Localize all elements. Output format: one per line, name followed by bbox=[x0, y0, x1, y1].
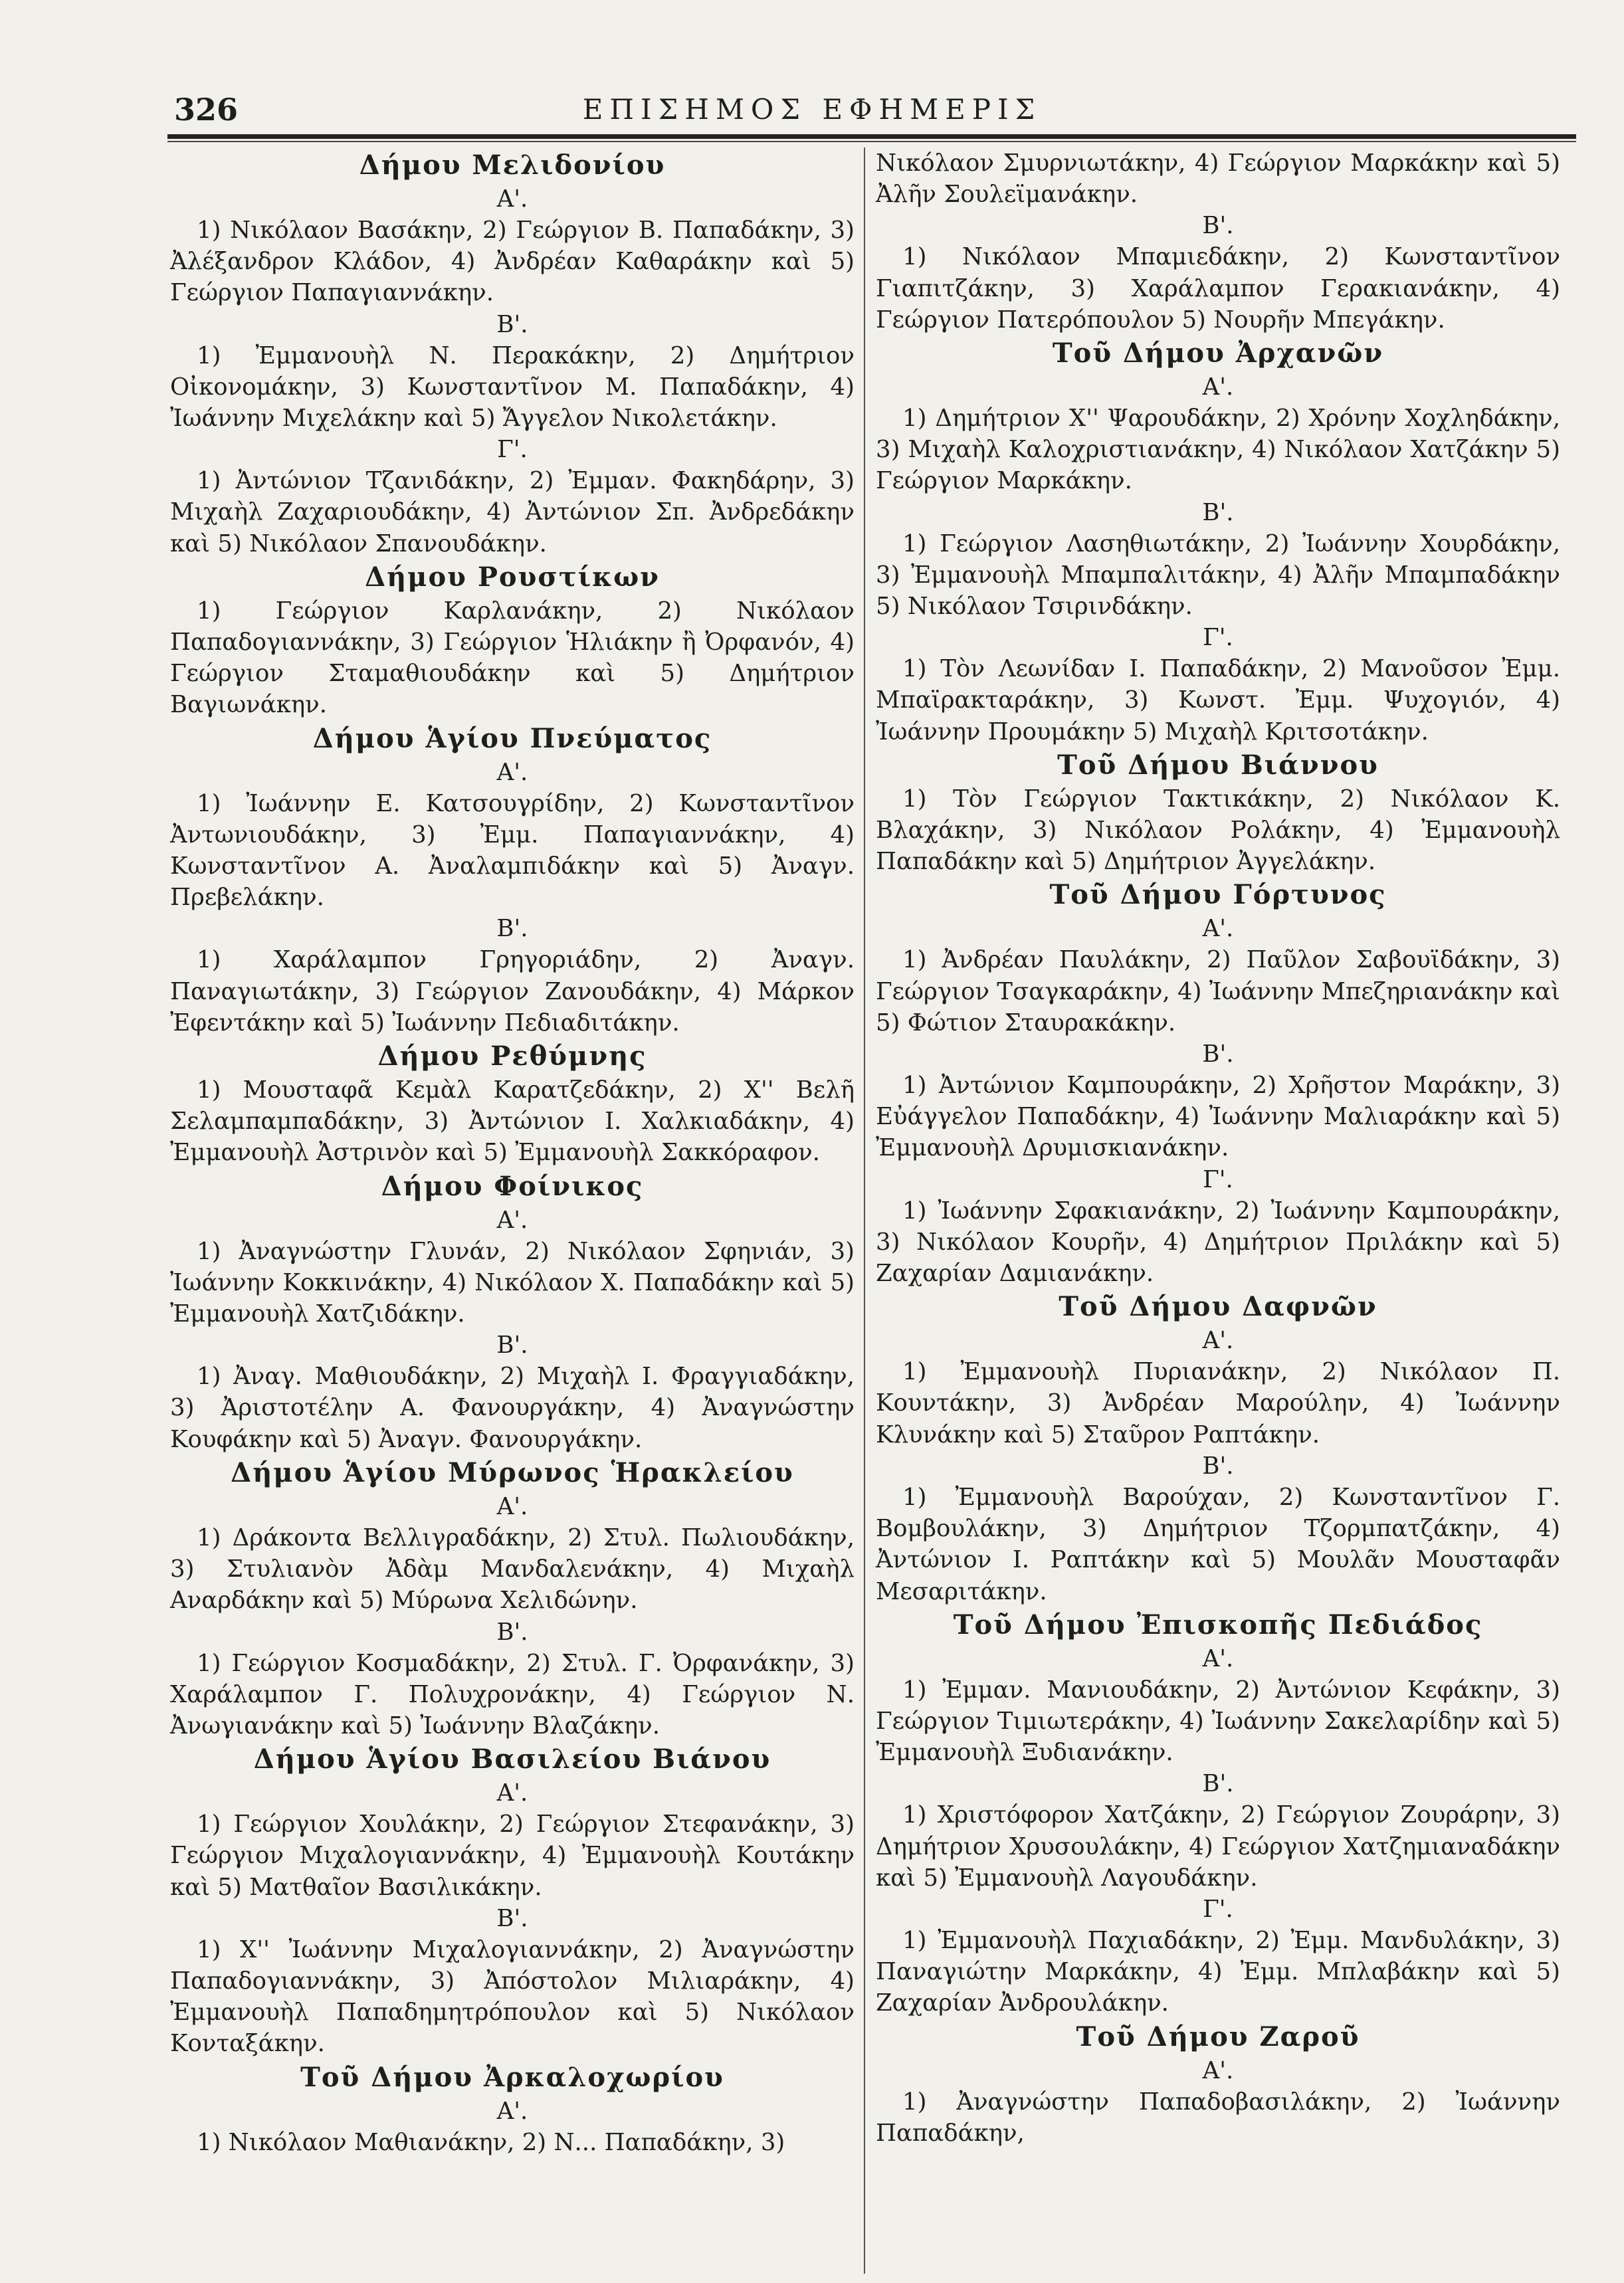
names-paragraph: 1) Ἐμμανουὴλ Βαρούχαν, 2) Κωνσταντῖνον Γ. Βομβουλάκην, 3) Δημήτριον Τζορμπατζάκην, 4) Ἀντώνιον Ι. Ραπτάκην καὶ 5) Μουλᾶν Μουσταφᾶν Μεσαριτάκην. bbox=[876, 1483, 1560, 1605]
section-letter: Β'. bbox=[1202, 212, 1234, 240]
names-paragraph: 1) Ἐμμαν. Μανιουδάκην, 2) Ἀντώνιον Κεφάκην, 3) Γεώργιον Τιμιωτεράκην, 4) Ἰωάννην Σακελαρίδην καὶ 5) Ἐμμανουὴλ Ξυδιανάκην. bbox=[876, 1676, 1560, 1767]
section-letter: Β'. bbox=[1202, 498, 1234, 526]
municipality-heading: Δήμου Ρεθύμνης bbox=[377, 1041, 647, 1072]
section-letter: Α'. bbox=[496, 1779, 528, 1807]
section-letter: Β'. bbox=[1202, 1452, 1234, 1480]
names-paragraph: 1) Τὸν Γεώργιον Τακτικάκην, 2) Νικόλαον Κ. Βλαχάκην, 3) Νικόλαον Ρολάκην, 4) Ἐμμανουὴλ Παπαδάκην καὶ 5) Δημήτριον Ἀγγελάκην. bbox=[876, 785, 1560, 876]
names-paragraph: 1) Ἐμμανουὴλ Παχιαδάκην, 2) Ἐμμ. Μανδυλάκην, 3) Παναγιώτην Μαρκάκην, 4) Ἐμμ. Μπλαβάκην καὶ 5) Ζαχαρίαν Ἀνδρουλάκην. bbox=[876, 1926, 1560, 2017]
names-paragraph: 1) Χριστόφορον Χατζάκην, 2) Γεώργιον Ζουράρην, 3) Δημήτριον Χρυσουλάκην, 4) Γεώργιον Χατζημιαναδάκην καὶ 5) Ἐμμανουὴλ Λαγουδάκην. bbox=[876, 1801, 1560, 1892]
names-paragraph: 1) Νικόλαον Μπαμιεδάκην, 2) Κωνσταντῖνον Γιαπιτζάκην, 3) Χαράλαμπον Γερακιανάκην, 4) Γεώργιον Πατερόπουλον 5) Νουρῆν Μπεγάκην. bbox=[876, 243, 1560, 334]
section-letter: Α'. bbox=[1202, 915, 1234, 943]
section-letter: Α'. bbox=[496, 1492, 528, 1520]
section-letter: Γ'. bbox=[497, 436, 528, 464]
section-letter: Α'. bbox=[496, 1206, 528, 1234]
names-paragraph: 1) Νικόλαον Μαθιανάκην, 2) Ν... Παπαδάκην, 3) bbox=[197, 2128, 785, 2156]
names-paragraph: 1) Γεώργιον Καρλανάκην, 2) Νικόλαον Παπαδογιαννάκην, 3) Γεώργιον Ἡλιάκην ἢ Ὀρφανόν, 4) Γεώργιον Σταμαθιουδάκην καὶ 5) Δημήτριον Βαγιωνάκην. bbox=[170, 597, 855, 719]
names-paragraph: Νικόλαον Σμυρνιωτάκην, 4) Γεώργιον Μαρκάκην καὶ 5) Ἀλῆν Σουλεϊμανάκην. bbox=[876, 149, 1560, 209]
section-letter: Α'. bbox=[496, 758, 528, 786]
municipality-heading: Δήμου Ἁγίου Βασιλείου Βιάνου bbox=[253, 1743, 771, 1775]
section-letter: Γ'. bbox=[1203, 624, 1233, 652]
section-letter: Α'. bbox=[496, 185, 528, 213]
names-paragraph: 1) Μουσταφᾶ Κεμὰλ Καρατζεδάκην, 2) Χ'' Βελῆ Σελαμπαμπαδάκην, 3) Ἀντώνιον Ι. Χαλκιαδάκην, 4) Ἐμμανουὴλ Ἀστρινὸν καὶ 5) Ἐμμανουὴλ Σακκόραφον. bbox=[170, 1076, 855, 1167]
municipality-heading: Τοῦ Δήμου Ἀρκαλοχωρίου bbox=[300, 2061, 724, 2093]
municipality-heading: Τοῦ Δήμου Ζαροῦ bbox=[1076, 2021, 1360, 2052]
names-paragraph: 1) Ἰωάννην Σφακιανάκην, 2) Ἰωάννην Καμπουράκην, 3) Νικόλαον Κουρῆν, 4) Δημήτριον Πριλάκην καὶ 5) Ζαχαρίαν Δαμιανάκην. bbox=[876, 1197, 1560, 1288]
names-paragraph: 1) Δημήτριον Χ'' Ψαρουδάκην, 2) Χρόνην Χοχληδάκην, 3) Μιχαὴλ Καλοχριστιανάκην, 4) Νικόλαον Χατζάκην 5) Γεώργιον Μαρκάκην. bbox=[876, 405, 1560, 495]
municipality-heading: Δήμου Ἁγίου Μύρωνος Ἡρακλείου bbox=[231, 1456, 794, 1488]
section-letter: Α'. bbox=[1202, 1644, 1234, 1672]
names-paragraph: 1) Χαράλαμπον Γρηγοριάδην, 2) Ἀναγν. Παναγιωτάκην, 3) Γεώργιον Ζανουδάκην, 4) Μάρκον Ἐφεντάκην καὶ 5) Ἰωάννην Πεδιαδιτάκην. bbox=[170, 946, 855, 1037]
section-letter: Α'. bbox=[1202, 373, 1234, 401]
names-paragraph: 1) Γεώργιον Κοσμαδάκην, 2) Στυλ. Γ. Ὀρφανάκην, 3) Χαράλαμπον Γ. Πολυχρονάκην, 4) Γεώργιον Ν. Ἀνωγιανάκην καὶ 5) Ἰωάννην Βλαζάκην. bbox=[170, 1649, 855, 1739]
header-rule-thin bbox=[167, 141, 1576, 142]
section-letter: Γ'. bbox=[1203, 1165, 1233, 1193]
names-paragraph: 1) Ἐμμανουὴλ Ν. Περακάκην, 2) Δημήτριον Οἰκονομάκην, 3) Κωνσταντῖνον Μ. Παπαδάκην, 4) Ἰωάννην Μιχελάκην καὶ 5) Ἄγγελον Νικολετάκην. bbox=[170, 342, 855, 433]
section-letter: Β'. bbox=[496, 915, 528, 943]
names-paragraph: 1) Ἀντώνιον Καμπουράκην, 2) Χρῆστον Μαράκην, 3) Εὐάγγελον Παπαδάκην, 4) Ἰωάννην Μαλιαράκην καὶ 5) Ἐμμανουὴλ Δρυμισκιανάκην. bbox=[876, 1072, 1560, 1162]
names-paragraph: 1) Ἀντώνιον Τζανιδάκην, 2) Ἐμμαν. Φακηδάρην, 3) Μιχαὴλ Ζαχαριουδάκην, 4) Ἀντώνιον Σπ. Ἀνδρεδάκην καὶ 5) Νικόλαον Σπανουδάκην. bbox=[170, 467, 855, 557]
section-letter: Β'. bbox=[496, 1904, 528, 1932]
names-paragraph: 1) Ἐμμανουὴλ Πυριανάκην, 2) Νικόλαον Π. Κουντάκην, 3) Ἀνδρέαν Μαρούλην, 4) Ἰωάννην Κλυνάκην καὶ 5) Σταῦρον Ραπτάκην. bbox=[876, 1358, 1560, 1448]
names-paragraph: 1) Τὸν Λεωνίδαν Ι. Παπαδάκην, 2) Μανοῦσον Ἐμμ. Μπαϊρακταράκην, 3) Κωνστ. Ἐμμ. Ψυχογιόν, 4) Ἰωάννην Προυμάκην 5) Μιχαὴλ Κριτσοτάκην. bbox=[876, 655, 1560, 745]
municipality-heading: Τοῦ Δήμου Ἀρχανῶν bbox=[1052, 338, 1384, 369]
names-paragraph: 1) Νικόλαον Βασάκην, 2) Γεώργιον Β. Παπαδάκην, 3) Ἀλέξανδρον Κλάδον, 4) Ἀνδρέαν Καθαράκην καὶ 5) Γεώργιον Παπαγιαννάκην. bbox=[170, 217, 855, 307]
section-letter: Γ'. bbox=[1203, 1895, 1233, 1923]
right-column bbox=[876, 148, 1560, 2149]
municipality-heading: Δήμου Φοίνικος bbox=[381, 1170, 644, 1202]
names-paragraph: 1) Γεώργιον Λασηθιωτάκην, 2) Ἰωάννην Χουρδάκην, 3) Ἐμμανουὴλ Μπαμπαλιτάκην, 4) Ἀλῆν Μπαμπαδάκην 5) Νικόλαον Τσιρινδάκην. bbox=[876, 530, 1560, 621]
section-letter: Β'. bbox=[1202, 1041, 1234, 1068]
left-column bbox=[170, 148, 855, 2158]
header-rule bbox=[167, 134, 1576, 139]
section-letter: Β'. bbox=[1202, 1770, 1234, 1798]
names-paragraph: 1) Δράκοντα Βελλιγραδάκην, 2) Στυλ. Πωλιουδάκην, 3) Στυλιανὸν Ἀδὰμ Μανδαλενάκην, 4) Μιχαὴλ Αναρδάκην καὶ 5) Μύρωνα Χελιδώνην. bbox=[170, 1524, 855, 1615]
names-paragraph: 1) Ἀναγνώστην Παπαδοβασιλάκην, 2) Ἰωάννην Παπαδάκην, bbox=[876, 2088, 1560, 2147]
names-paragraph: 1) Ἀνδρέαν Παυλάκην, 2) Παῦλον Σαβουϊδάκην, 3) Γεώργιον Τσαγκαράκην, 4) Ἰωάννην Μπεζηριανάκην καὶ 5) Φώτιον Σταυρακάκην. bbox=[876, 946, 1560, 1037]
section-letter: Β'. bbox=[496, 1332, 528, 1359]
section-letter: Β'. bbox=[496, 310, 528, 338]
names-paragraph: 1) Ἰωάννην Ε. Κατσουγρίδην, 2) Κωνσταντῖνον Ἀντωνιουδάκην, 3) Ἐμμ. Παπαγιαννάκην, 4) Κωνσταντῖνον Α. Ἀναλαμπιδάκην καὶ 5) Ἀναγν. Πρεβελάκην. bbox=[170, 789, 855, 912]
page-number: 326 bbox=[174, 92, 239, 128]
municipality-heading: Τοῦ Δήμου Γόρτυνος bbox=[1049, 879, 1387, 911]
section-letter: Α'. bbox=[496, 2097, 528, 2125]
section-letter: Α'. bbox=[1202, 1327, 1234, 1355]
names-paragraph: 1) Ἀναγ. Μαθιουδάκην, 2) Μιχαὴλ Ι. Φραγγιαδάκην, 3) Ἀριστοτέλην Α. Φανουργάκην, 4) Ἀναγνώστην Κουφάκην καὶ 5) Ἀναγν. Φανουργάκην. bbox=[170, 1363, 855, 1453]
municipality-heading: Δήμου Μελιδονίου bbox=[359, 149, 666, 181]
names-paragraph: 1) Γεώργιον Χουλάκην, 2) Γεώργιον Στεφανάκην, 3) Γεώργιον Μιχαλογιαννάκην, 4) Ἐμμανουὴλ Κουτάκην καὶ 5) Ματθαῖον Βασιλικάκην. bbox=[170, 1811, 855, 1901]
names-paragraph: 1) Χ'' Ἰωάννην Μιχαλογιαννάκην, 2) Ἀναγνώστην Παπαδογιαννάκην, 3) Ἀπόστολον Μιλιαράκην, 4) Ἐμμανουὴλ Παπαδημητρόπουλον καὶ 5) Νικόλαον Κονταξάκην. bbox=[170, 1936, 855, 2058]
column-divider bbox=[864, 148, 865, 2274]
section-letter: Α'. bbox=[1202, 2056, 1234, 2084]
municipality-heading: Τοῦ Δήμου Βιάννου bbox=[1057, 749, 1379, 781]
running-title: ΕΠΙΣΗΜΟΣ ΕΦΗΜΕΡΙΣ bbox=[582, 93, 1042, 126]
municipality-heading: Δήμου Ρουστίκων bbox=[365, 561, 660, 593]
municipality-heading: Τοῦ Δήμου Δαφνῶν bbox=[1059, 1291, 1377, 1323]
municipality-heading: Τοῦ Δήμου Ἐπισκοπῆς Πεδιάδος bbox=[953, 1609, 1483, 1640]
names-paragraph: 1) Ἀναγνώστην Γλυνάν, 2) Νικόλαον Σφηνιάν, 3) Ἰωάννην Κοκκινάκην, 4) Νικόλαον Χ. Παπαδάκην καὶ 5) Ἐμμανουὴλ Χατζιδάκην. bbox=[170, 1237, 855, 1328]
municipality-heading: Δήμου Ἁγίου Πνεύματος bbox=[312, 722, 712, 754]
section-letter: Β'. bbox=[496, 1618, 528, 1646]
